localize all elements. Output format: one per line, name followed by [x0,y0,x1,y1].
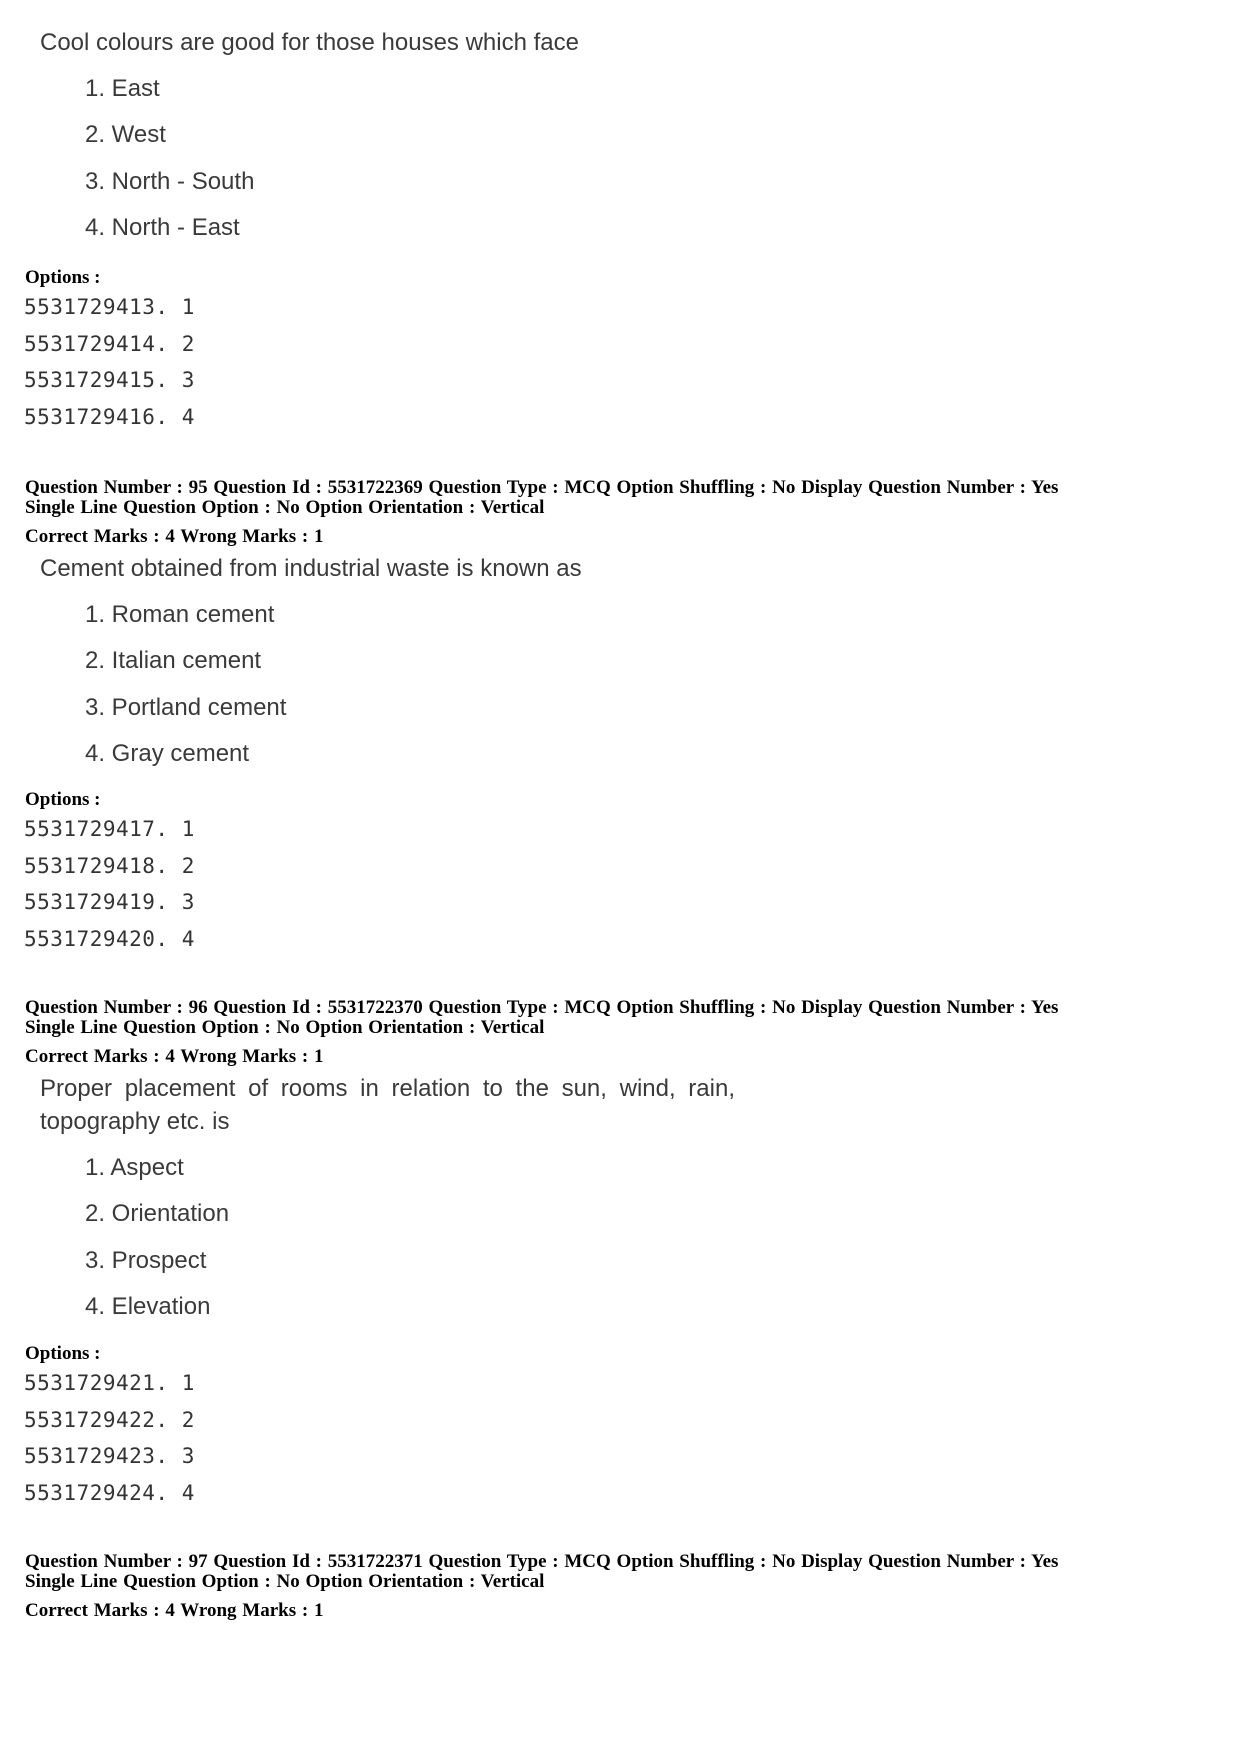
question-text-line2: topography etc. is [40,1108,230,1135]
choice-3: 3. North - South [85,168,255,195]
question-text-line1: Proper placement of rooms in relation to the sun, wind, rain, [40,1075,735,1102]
choice-2: 2. West [85,121,166,148]
option-id-3: 5531729419. 3 [24,890,195,914]
option-id-2: 5531729418. 2 [24,854,195,878]
choice-1: 1. Roman cement [85,601,275,628]
question-marks: Correct Marks : 4 Wrong Marks : 1 [25,526,324,547]
question-meta-line2: Single Line Question Option : No Option Orientation : Vertical [25,1571,545,1592]
option-id-3: 5531729415. 3 [24,368,195,392]
option-id-4: 5531729424. 4 [24,1481,195,1505]
choice-4: 4. North - East [85,214,240,241]
question-meta-line2: Single Line Question Option : No Option Orientation : Vertical [25,497,545,518]
option-id-2: 5531729422. 2 [24,1408,195,1432]
choice-4: 4. Gray cement [85,740,250,767]
question-text: Cement obtained from industrial waste is known as [40,555,582,582]
option-id-3: 5531729423. 3 [24,1444,195,1468]
options-label: Options : [25,267,101,288]
choice-3: 3. Portland cement [85,694,287,721]
choice-2: 2. Italian cement [85,647,262,674]
choice-1: 1. Aspect [85,1154,184,1181]
option-id-4: 5531729420. 4 [24,927,195,951]
option-id-2: 5531729414. 2 [24,332,195,356]
option-id-1: 5531729421. 1 [24,1371,195,1395]
question-text: Cool colours are good for those houses which face [40,29,579,56]
options-label: Options : [25,789,101,810]
question-meta-line2: Single Line Question Option : No Option Orientation : Vertical [25,1017,545,1038]
option-id-4: 5531729416. 4 [24,405,195,429]
choice-2: 2. Orientation [85,1200,230,1227]
question-meta-line1: Question Number : 95 Question Id : 5531722369 Question Type : MCQ Option Shuffling : No Display Question Number : Yes [25,477,1059,498]
question-meta-line1: Question Number : 97 Question Id : 5531722371 Question Type : MCQ Option Shuffling : No Display Question Number : Yes [25,1551,1059,1572]
question-marks: Correct Marks : 4 Wrong Marks : 1 [25,1046,324,1067]
question-meta-line1: Question Number : 96 Question Id : 5531722370 Question Type : MCQ Option Shuffling : No Display Question Number : Yes [25,997,1059,1018]
question-marks: Correct Marks : 4 Wrong Marks : 1 [25,1600,324,1621]
options-label: Options : [25,1343,101,1364]
choice-3: 3. Prospect [85,1247,207,1274]
option-id-1: 5531729413. 1 [24,295,195,319]
option-id-1: 5531729417. 1 [24,817,195,841]
choice-1: 1. East [85,75,160,102]
choice-4: 4. Elevation [85,1293,211,1320]
